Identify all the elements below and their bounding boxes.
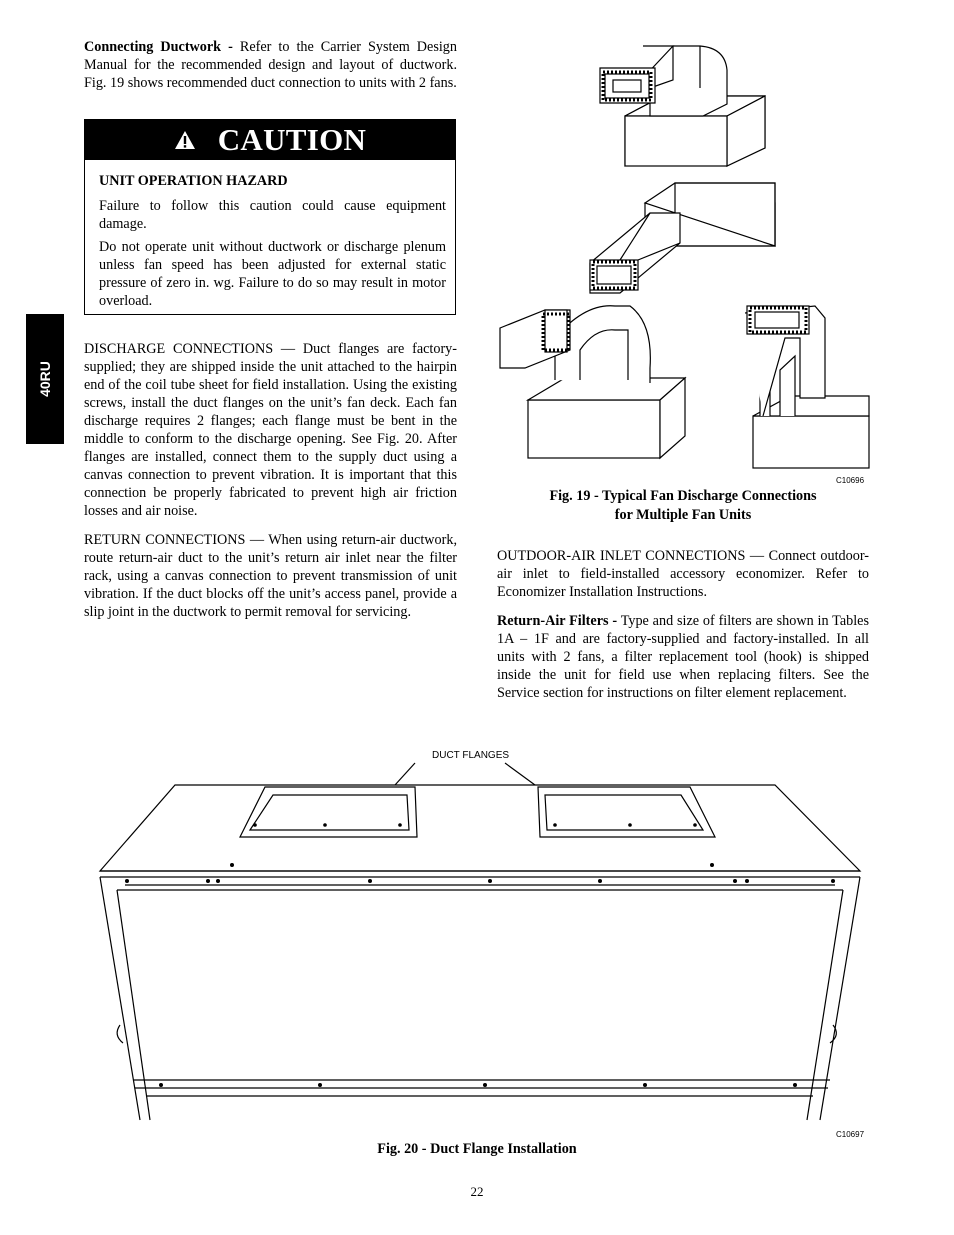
side-tab-label: 40RU (37, 361, 53, 397)
fig19-caption-line2: for Multiple Fan Units (614, 507, 752, 523)
fig20-caption: Fig. 20 - Duct Flange Installation (377, 1141, 577, 1157)
page-number: 22 (470, 1184, 484, 1199)
caution-title: CAUTION (217, 122, 367, 157)
discharge-connections-text: DISCHARGE CONNECTIONS — Duct flanges are factory-supplied; they are shipped inside the unit attached to the hairpin end of the coil tube sheet for field installation. Using the existing screws, install the duct flanges on the unit’s fan deck. Each fan discharge requires 2 flanges; each flange must be bent in the middle to conform to the discharge opening. See Fig. 20. After flanges are installed, connect them to the supply duct using a canvas connection to prevent vibration. It is important that this connection be properly fabricated to prevent high air friction losses and air noise. (84, 341, 457, 519)
connecting-ductwork-text: Refer to the Carrier System Design Manual for the recommended design and layout of ductwork. Fig. 19 shows recommended duct connection to units with 2 fans. (84, 39, 457, 91)
caution-box (84, 119, 456, 315)
duct-flanges-label: DUCT FLANGES (432, 750, 510, 761)
fig20-flange-illustration (95, 745, 865, 1130)
warning-triangle-icon (174, 122, 196, 158)
return-filters-heading: Return-Air Filters - (497, 613, 618, 629)
caution-para2: Do not operate unit without ductwork or discharge plenum unless fan speed has been adjusted for external static pressure of zero in. wg. Failure to do so may result in motor overload. (99, 239, 446, 309)
outdoor-air-text: OUTDOOR-AIR INLET CONNECTIONS — Connect outdoor-air inlet to field-installed accessory economizer. Refer to Economizer Installation Instructions. (497, 548, 869, 600)
return-connections-text: RETURN CONNECTIONS — When using return-air ductwork, route return-air duct to the unit’s return air inlet near the filter rack, using a canvas connection to prevent transmission of unit vibration. If the duct blocks off the unit’s access panel, provide a slip joint in the ductwork to permit removal for servicing. (84, 532, 457, 620)
connecting-ductwork-heading: Connecting Ductwork - (84, 39, 233, 55)
connecting-ductwork-section (84, 38, 457, 103)
caution-subtitle: UNIT OPERATION HAZARD (99, 173, 288, 189)
caution-para1: Failure to follow this caution could cause equipment damage. (99, 198, 446, 232)
fig19-caption (497, 487, 869, 525)
fig19-caption-line1: Fig. 19 - Typical Fan Discharge Connections (549, 488, 817, 504)
side-tab (26, 314, 64, 444)
caution-header (85, 120, 455, 160)
right-body (497, 547, 869, 713)
fig19-code: C10696 (836, 476, 865, 485)
left-body (84, 340, 457, 632)
fig20-code: C10697 (836, 1130, 865, 1139)
return-filters-text: Type and size of filters are shown in Tables 1A – 1F and are factory-supplied and factory-installed. In all units with 2 fans, a filter replacement tool (hook) is shipped inside the unit for field use when replacing filters. See the Service section for instructions on filter element replacement. (497, 613, 869, 701)
fig19-duct-illustration (495, 38, 875, 478)
